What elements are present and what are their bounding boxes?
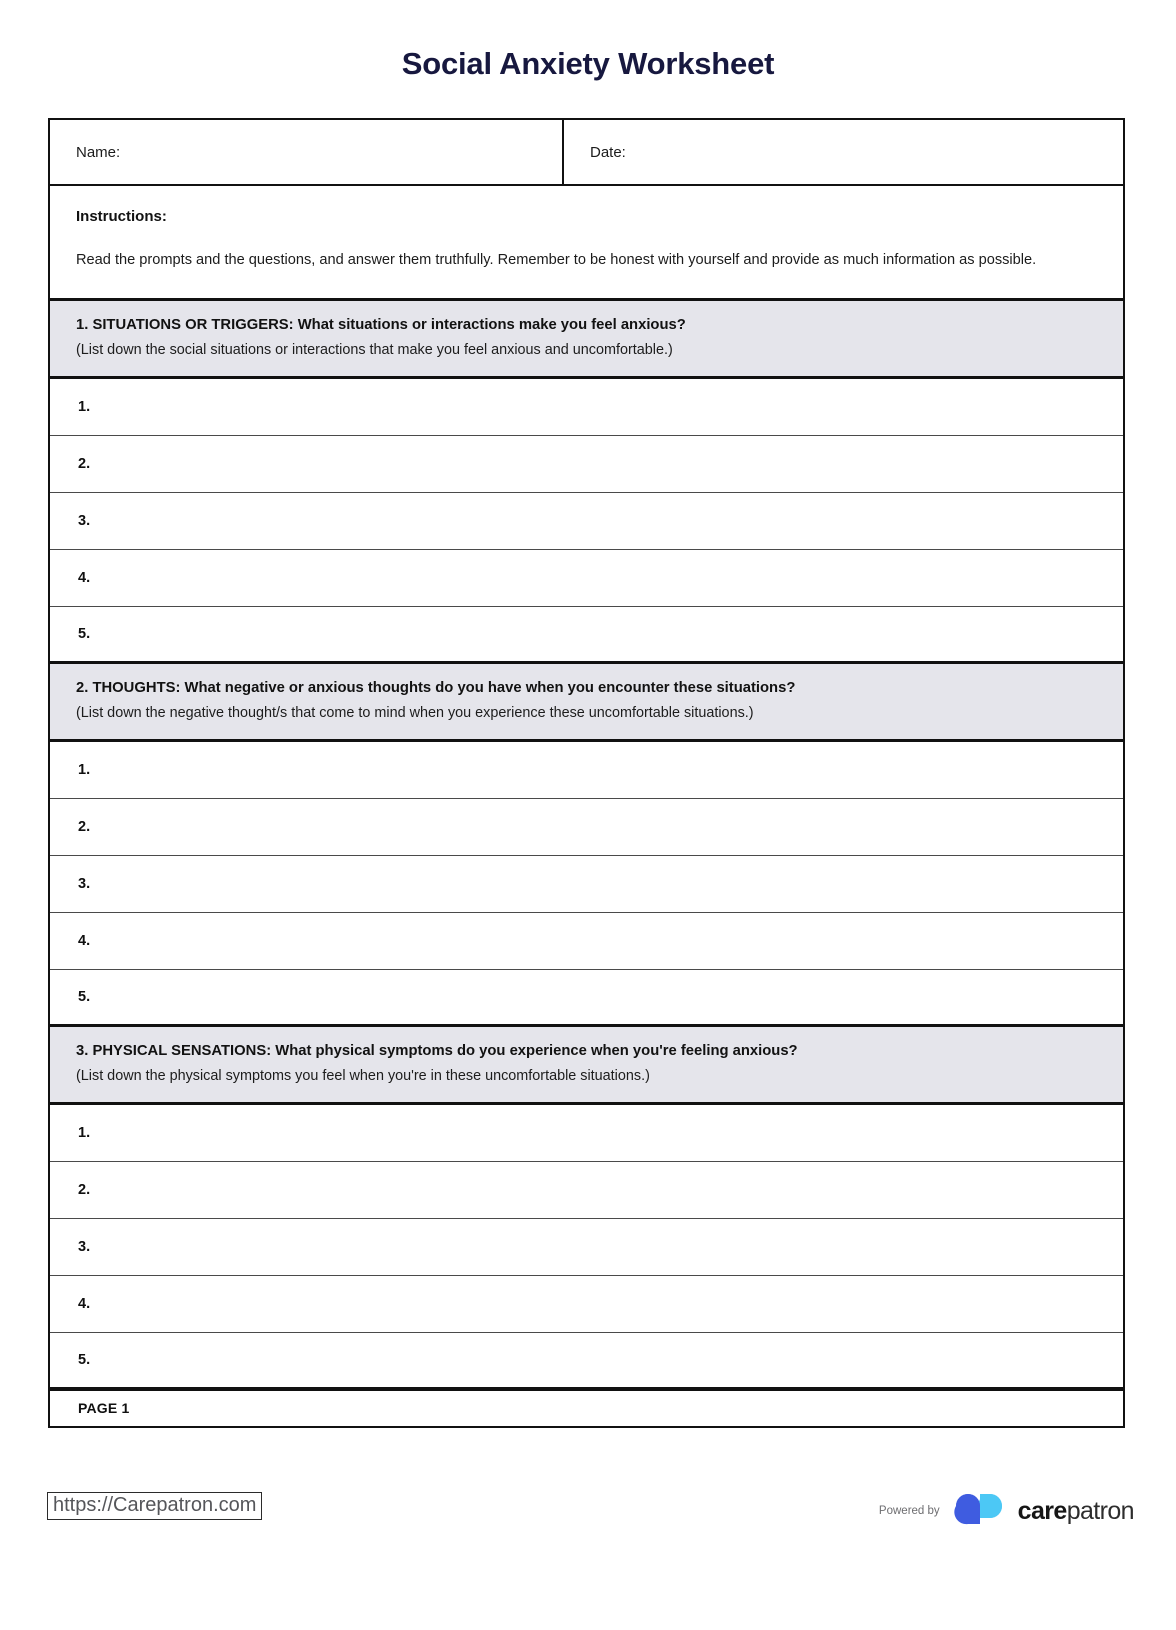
answer-row[interactable] xyxy=(50,742,1123,799)
date-field[interactable] xyxy=(564,120,1123,184)
name-field[interactable] xyxy=(50,120,564,184)
answer-number: 3. xyxy=(78,875,91,892)
answer-row[interactable] xyxy=(50,1333,1123,1390)
answer-row[interactable] xyxy=(50,1276,1123,1333)
worksheet-table xyxy=(48,118,1125,1428)
answer-number: 4. xyxy=(78,1295,91,1312)
page-title: Social Anxiety Worksheet xyxy=(401,46,775,81)
section-title-1: 1. SITUATIONS OR TRIGGERS: What situations or interactions make you feel anxious? xyxy=(76,316,686,333)
page-number-row xyxy=(50,1390,1123,1426)
brand-care: care xyxy=(1017,1496,1067,1525)
answer-row[interactable] xyxy=(50,970,1123,1027)
section-subtitle-3: (List down the physical symptoms you feel when you're in these uncomfortable situations.) xyxy=(76,1067,650,1084)
answer-row[interactable] xyxy=(50,1162,1123,1219)
answer-number: 1. xyxy=(78,761,91,778)
answer-number: 1. xyxy=(78,1124,91,1141)
answer-number: 2. xyxy=(78,818,91,835)
answer-row[interactable] xyxy=(50,436,1123,493)
page-number-label: PAGE 1 xyxy=(78,1400,130,1417)
site-url-link[interactable]: https://Carepatron.com xyxy=(47,1492,262,1520)
answer-number: 3. xyxy=(78,1238,91,1255)
powered-by-label: Powered by xyxy=(878,1505,940,1517)
answer-number: 3. xyxy=(78,512,91,529)
name-date-row xyxy=(50,120,1123,186)
date-label: Date: xyxy=(590,143,626,161)
answer-row[interactable] xyxy=(50,1219,1123,1276)
section-header-1 xyxy=(50,301,1123,379)
answer-number: 5. xyxy=(78,988,91,1005)
answer-row[interactable] xyxy=(50,1105,1123,1162)
section-subtitle-1: (List down the social situations or interactions that make you feel anxious and uncomfortable.) xyxy=(76,341,673,358)
answer-number: 5. xyxy=(78,625,91,642)
answer-number: 4. xyxy=(78,932,91,949)
answer-row[interactable] xyxy=(50,379,1123,436)
name-label: Name: xyxy=(76,143,121,161)
answer-row[interactable] xyxy=(50,607,1123,664)
section-header-2 xyxy=(50,664,1123,742)
answer-row[interactable] xyxy=(50,856,1123,913)
answer-number: 2. xyxy=(78,1181,91,1198)
carepatron-wordmark xyxy=(1017,1496,1134,1525)
answer-row[interactable] xyxy=(50,913,1123,970)
answer-row[interactable] xyxy=(50,550,1123,607)
section-header-3 xyxy=(50,1027,1123,1105)
section-subtitle-2: (List down the negative thought/s that come to mind when you experience these uncomfortable situations.) xyxy=(76,704,754,721)
answer-row[interactable] xyxy=(50,799,1123,856)
carepatron-logo-icon xyxy=(954,1492,1006,1530)
powered-by-block xyxy=(879,1492,1134,1530)
answer-row[interactable] xyxy=(50,493,1123,550)
answer-number: 1. xyxy=(78,398,91,415)
answer-number: 4. xyxy=(78,569,91,586)
answer-number: 5. xyxy=(78,1351,91,1368)
answer-number: 2. xyxy=(78,455,91,472)
instructions-text: Read the prompts and the questions, and answer them truthfully. Remember to be honest with yourself and provide as much information as possible. xyxy=(76,252,1037,268)
section-title-2: 2. THOUGHTS: What negative or anxious thoughts do you have when you encounter these situations? xyxy=(76,679,796,696)
brand-patron: patron xyxy=(1066,1496,1134,1525)
instructions-block xyxy=(50,186,1123,301)
instructions-label: Instructions: xyxy=(76,208,167,225)
page-bottom-bar xyxy=(0,1476,1176,1576)
section-title-3: 3. PHYSICAL SENSATIONS: What physical symptoms do you experience when you're feeling anxious? xyxy=(76,1042,798,1059)
